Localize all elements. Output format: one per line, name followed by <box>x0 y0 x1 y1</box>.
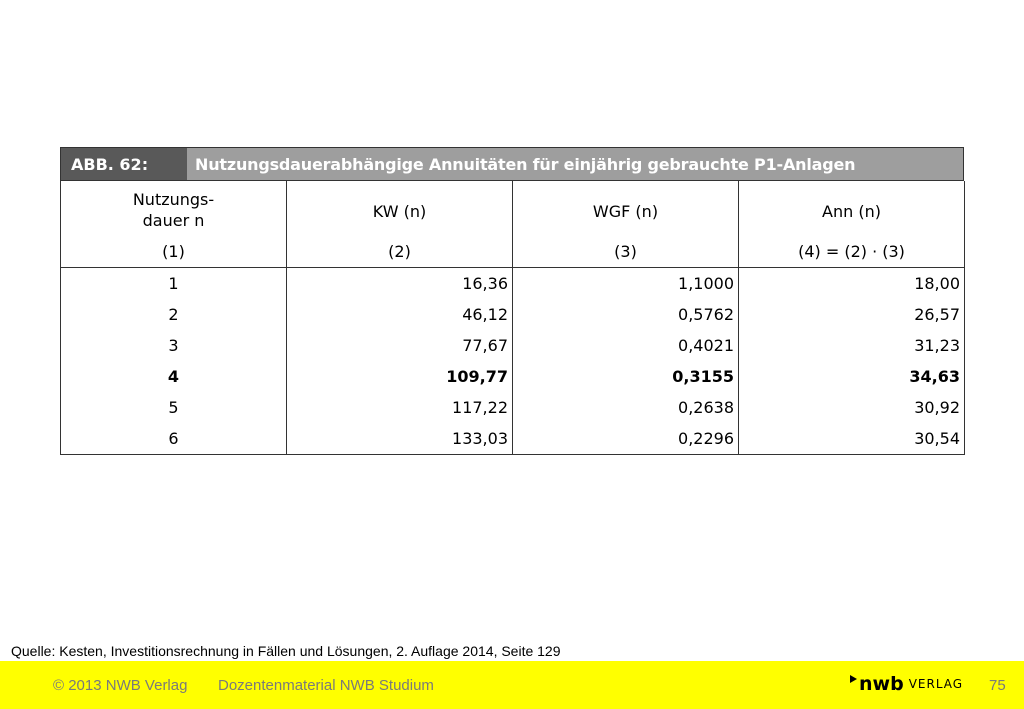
figure-label: ABB. 62: <box>61 148 187 180</box>
figure-table <box>60 147 964 455</box>
column-header-wgf-label: WGF (n) <box>592 202 659 221</box>
cell-wgf: 0,2638 <box>513 392 739 423</box>
cell-wgf: 0,4021 <box>513 330 739 361</box>
table-row <box>61 268 965 300</box>
cell-duration: 2 <box>61 299 287 330</box>
figure-title: Nutzungsdauerabhängige Annuitäten für einjährig gebrauchte P1-Anlagen <box>187 148 963 180</box>
table-row <box>61 423 965 455</box>
column-header-kw-label: KW (n) <box>372 202 427 221</box>
column-header-duration-line1: Nutzungs- <box>132 190 215 209</box>
cell-wgf: 0,5762 <box>513 299 739 330</box>
cell-duration: 4 <box>61 361 287 392</box>
column-number: (1) <box>162 242 185 261</box>
cell-ann: 30,54 <box>739 423 965 455</box>
nwb-logo <box>850 671 963 697</box>
cell-ann: 30,92 <box>739 392 965 423</box>
cell-kw: 16,36 <box>287 268 513 300</box>
table-row <box>61 299 965 330</box>
cell-ann: 31,23 <box>739 330 965 361</box>
figure-header <box>60 147 964 181</box>
cell-ann: 18,00 <box>739 268 965 300</box>
logo-brand: nwb <box>859 673 904 695</box>
table-row-highlighted <box>61 361 965 392</box>
logo-suffix: VERLAG <box>908 677 964 691</box>
column-header-ann <box>739 181 965 268</box>
footer-copyright: © 2013 NWB Verlag <box>53 677 188 694</box>
cell-kw: 117,22 <box>287 392 513 423</box>
column-header-wgf <box>513 181 739 268</box>
column-number: (3) <box>614 242 637 261</box>
table-row <box>61 330 965 361</box>
table-row <box>61 392 965 423</box>
column-header-ann-label: Ann (n) <box>822 202 881 221</box>
cell-kw: 133,03 <box>287 423 513 455</box>
footer-bar <box>0 661 1024 709</box>
column-header-kw <box>287 181 513 268</box>
cell-kw: 46,12 <box>287 299 513 330</box>
page-number: 75 <box>989 677 1006 694</box>
column-number: (2) <box>388 242 411 261</box>
cell-duration: 3 <box>61 330 287 361</box>
source-citation: Quelle: Kesten, Investitionsrechnung in Fällen und Lösungen, 2. Auflage 2014, Seite 129 <box>11 643 561 659</box>
cell-wgf: 0,3155 <box>513 361 739 392</box>
logo-arrow-icon <box>850 675 857 683</box>
cell-ann: 26,57 <box>739 299 965 330</box>
footer-course-label: Dozentenmaterial NWB Studium <box>218 677 434 694</box>
cell-duration: 6 <box>61 423 287 455</box>
annuity-table <box>60 181 965 455</box>
cell-duration: 5 <box>61 392 287 423</box>
cell-ann: 34,63 <box>739 361 965 392</box>
column-header-duration <box>61 181 287 268</box>
column-number: (4) = (2) · (3) <box>798 242 905 261</box>
table-header-row <box>61 181 965 268</box>
cell-wgf: 1,1000 <box>513 268 739 300</box>
cell-duration: 1 <box>61 268 287 300</box>
cell-kw: 109,77 <box>287 361 513 392</box>
cell-wgf: 0,2296 <box>513 423 739 455</box>
column-header-duration-line2: dauer n <box>142 211 205 230</box>
cell-kw: 77,67 <box>287 330 513 361</box>
